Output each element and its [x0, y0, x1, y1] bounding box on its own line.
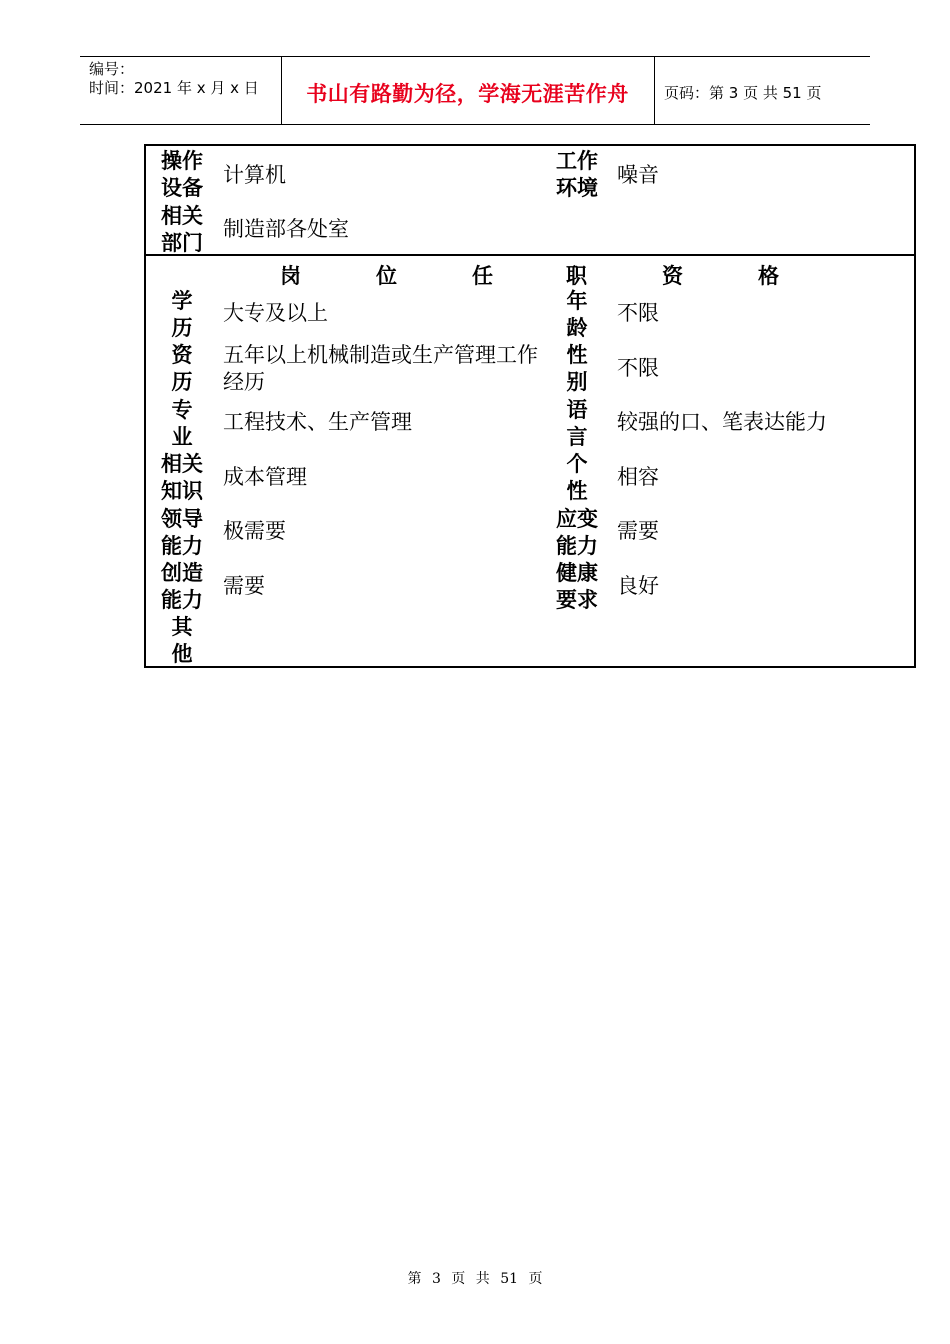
personality-label: 个性 [566, 452, 588, 503]
leadership-value: 极需要 [223, 519, 286, 543]
heading-char: 位 [376, 264, 397, 288]
related-knowledge-label: 相关知识 [161, 452, 203, 503]
heading-char: 资 [662, 264, 683, 288]
education-value: 大专及以上 [223, 301, 328, 325]
creativity-value: 需要 [223, 574, 265, 598]
document-number-label: 编号： [89, 60, 135, 78]
operating-equipment-label: 操作设备 [161, 149, 203, 200]
age-value: 不限 [617, 301, 659, 325]
heading-char: 任 [472, 264, 493, 288]
table-section-divider [144, 254, 916, 256]
document-date: 时间：2021 年 x 月 x 日 [89, 79, 259, 97]
header-motto: 书山有路勤为径，学海无涯苦作舟 [306, 82, 629, 106]
adaptability-value: 需要 [617, 519, 659, 543]
major-label: 专业 [171, 398, 193, 449]
heading-char: 格 [758, 264, 779, 288]
related-departments-value: 制造部各处室 [223, 217, 349, 241]
experience-value: 五年以上机械制造或生产管理工作经历 [223, 343, 538, 394]
major-value: 工程技术、生产管理 [223, 410, 412, 434]
gender-label: 性别 [566, 343, 588, 394]
age-label: 年龄 [566, 289, 588, 340]
qualification-heading [228, 260, 788, 288]
related-departments-label: 相关部门 [161, 204, 203, 255]
heading-char: 岗 [280, 264, 301, 288]
creativity-label: 创造能力 [161, 561, 203, 612]
work-environment-label: 工作环境 [556, 149, 598, 200]
header-bottom-rule [80, 124, 870, 125]
gender-value: 不限 [617, 356, 659, 380]
header-divider [654, 56, 655, 125]
language-label: 语言 [566, 398, 588, 449]
heading-char: 职 [566, 264, 587, 288]
adaptability-label: 应变能力 [556, 507, 598, 558]
language-value: 较强的口、笔表达能力 [617, 410, 827, 434]
page-footer: 第 3 页 共 51 页 [407, 1271, 543, 1287]
related-knowledge-value: 成本管理 [223, 465, 307, 489]
personality-value: 相容 [617, 465, 659, 489]
work-environment-value: 噪音 [617, 163, 659, 187]
education-label: 学历 [171, 289, 193, 340]
operating-equipment-value: 计算机 [223, 163, 286, 187]
header-top-rule [80, 56, 870, 57]
health-requirement-label: 健康要求 [556, 561, 598, 612]
experience-label: 资历 [171, 343, 193, 394]
other-label: 其他 [171, 615, 193, 666]
header-page-number: 页码：第 3 页 共 51 页 [664, 84, 822, 102]
leadership-label: 领导能力 [161, 507, 203, 558]
health-requirement-value: 良好 [617, 574, 659, 598]
